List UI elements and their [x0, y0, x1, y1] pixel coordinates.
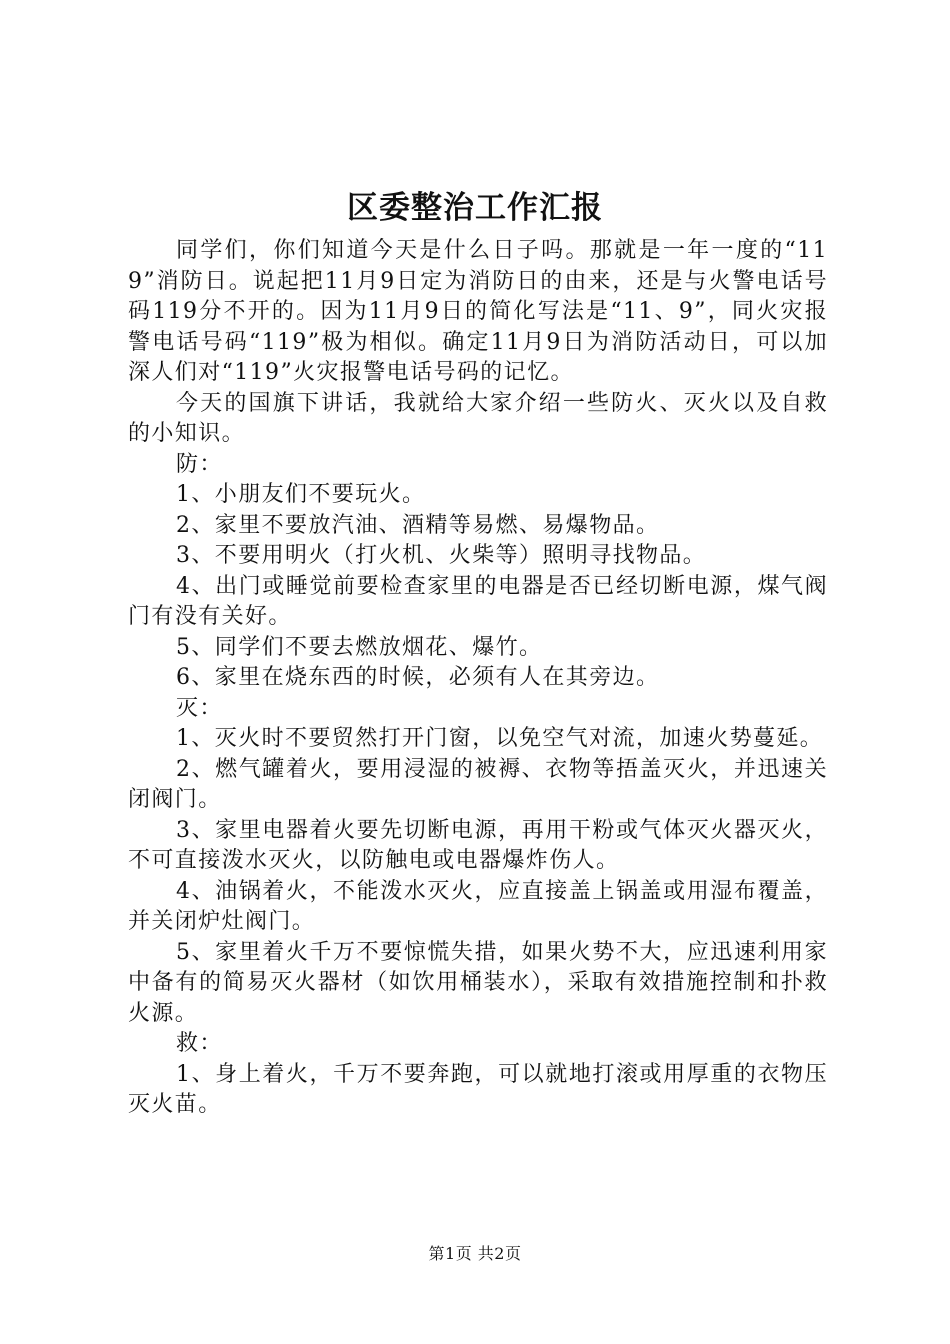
extinguish-item: 1、灭火时不要贸然打开门窗，以免空气对流，加速火势蔓延。	[176, 726, 824, 751]
rescue-item: 1、身上着火，千万不要奔跑，可以就地打滚或用厚重的衣物压灭火苗。	[128, 1061, 828, 1117]
paragraph-intro: 同学们，你们知道今天是什么日子吗。那就是一年一度的“119”消防日。说起把11月9日定为消防日的由来，还是与火警电话号码119分不开的。因为11月9日的简化写法是“11、9”，同火灾报警电话号码“119”极为相似。确定11月9日为消防活动日，可以加深人们对“119”火灾报警电话号码的记忆。	[128, 238, 828, 385]
prevention-item: 3、不要用明火（打火机、火柴等）照明寻找物品。	[176, 543, 707, 568]
prevention-item: 6、家里在烧东西的时候，必须有人在其旁边。	[176, 665, 660, 690]
section-heading-prevention: 防：	[176, 451, 223, 477]
section-heading-rescue: 救：	[176, 1031, 223, 1056]
extinguish-item: 2、燃气罐着火，要用浸湿的被褥、衣物等捂盖灭火，并迅速关闭阀门。	[128, 756, 828, 812]
paragraph-topic: 今天的国旗下讲话，我就给大家介绍一些防火、灭火以及自救的小知识。	[128, 390, 828, 446]
extinguish-item: 3、家里电器着火要先切断电源，再用干粉或气体灭火器灭火，不可直接泼水灭火，以防触电或电器爆炸伤人。	[128, 817, 828, 873]
section-heading-extinguish: 灭：	[176, 695, 223, 721]
page-footer: 第1页 共2页	[428, 1244, 522, 1263]
extinguish-item: 5、家里着火千万不要惊慌失措，如果火势不大，应迅速利用家中备有的简易灭火器材（如饮用桶装水），采取有效措施控制和扑救火源。	[128, 939, 828, 1026]
prevention-item: 1、小朋友们不要玩火。	[176, 482, 426, 507]
extinguish-item: 4、油锅着火，不能泼水灭火，应直接盖上锅盖或用湿布覆盖，并关闭炉灶阀门。	[128, 878, 828, 934]
document-body	[128, 236, 828, 1121]
document-title: 区委整治工作汇报	[347, 190, 603, 226]
prevention-item: 2、家里不要放汽油、酒精等易燃、易爆物品。	[176, 512, 660, 538]
prevention-item: 4、出门或睡觉前要检查家里的电器是否已经切断电源，煤气阀门有没有关好。	[128, 573, 828, 629]
prevention-item: 5、同学们不要去燃放烟花、爆竹。	[176, 634, 543, 660]
